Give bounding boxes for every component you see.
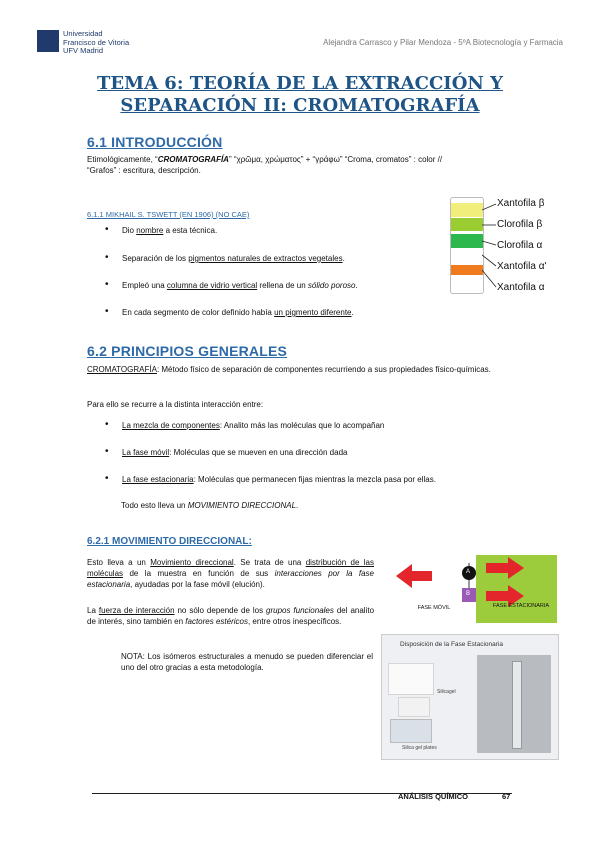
movement-figure [386, 555, 557, 623]
chromatography-column-figure [450, 197, 484, 294]
paragraph-movement: Esto lleva a un Movimiento direccional. Se trata de una distribución de las moléculas de la muestra en función de sus interacciones por la fase estacionaria, ayudadas por la fase móvil (elución). [87, 558, 374, 589]
section-heading-6-1: 6.1 INTRODUCCIÓN [87, 134, 223, 150]
plates-label: Silica gel plates [402, 745, 437, 751]
header-authors: Alejandra Carrasco y Pilar Mendoza - 5ºA Biotecnología y Farmacia [323, 38, 563, 47]
label-xantofila-alpha-prime: Xantofila α' [497, 261, 547, 272]
bullet-item: • La fase móvil: Moléculas que se mueven en una dirección dada [105, 446, 348, 457]
section-heading-6-2: 6.2 PRINCIPIOS GENERALES [87, 343, 288, 359]
glass-column [512, 661, 522, 749]
bullet-item: • La fase estacionaria: Moléculas que permanecen fijas mientras la mezcla pasa por ellas. [105, 473, 436, 484]
plates-image [390, 719, 432, 743]
figure-title: Disposición de la Fase Estacionaria [400, 641, 503, 648]
summary-text: Todo esto lleva un MOVIMIENTO DIRECCIONAL. [121, 501, 299, 510]
powder-box-small-image [398, 697, 430, 717]
bullet-item: • Empleó una columna de vidrio vertical rellena de un sólido poroso. [105, 279, 358, 290]
etymology-text: Etimológicamente, “CROMATOGRAFÍA” “χρῶμα, χρώματος” + “γράφω” “Croma, cromatos” : color // “Grafos” : escritura, descripción. [87, 155, 443, 175]
bullet-item: • Separación de los pigmentos naturales de extractos vegetales. [105, 252, 345, 263]
band-clorofila-alpha [451, 234, 483, 248]
powder-box-image [388, 663, 434, 695]
university-logo [37, 30, 137, 56]
page-number: 67 [502, 792, 511, 801]
bullet-item: • Dio nombre a esta técnica. [105, 224, 218, 235]
label-xantofila-alpha: Xantofila α [497, 282, 545, 293]
logo-text: Universidad Francisco de Vitoria UFV Madrid [63, 29, 130, 55]
bullet-item: • En cada segmento de color definido había un pigmento diferente. [105, 306, 354, 317]
mobile-phase-label: FASE MÓVIL [417, 605, 451, 611]
label-clorofila-beta: Clorofila β [497, 219, 543, 230]
footer-label: ANÁLISIS QUÍMICO [398, 792, 469, 801]
label-xantofila-beta: Xantofila β [497, 198, 545, 209]
page-title: TEMA 6: TEORÍA DE LA EXTRACCIÓN Y SEPARACIÓN II: CROMATOGRAFÍA [97, 73, 503, 116]
bullet-item: • La mezcla de componentes: Analito más las moléculas que lo acompañan [105, 419, 385, 430]
logo-emblem-icon [37, 30, 59, 52]
note-text: NOTA: Los isómeros estructurales a menudo se pueden diferenciar el uno del otro gracias a esta metodología. [121, 652, 373, 672]
silicagel-label: Silicagel [437, 689, 456, 695]
paragraph-interaction: La fuerza de interacción no sólo depende de los grupos funcionales del analito de interés, sino también en factores estéricos, entre otros inespecíficos. [87, 606, 375, 626]
molecule-a-label: A [466, 569, 471, 575]
label-clorofila-alpha: Clorofila α [497, 240, 543, 251]
band-blank [451, 250, 483, 264]
left-arrow-icon [396, 564, 432, 588]
intro-text: Para ello se recurre a la distinta interacción entre: [87, 400, 264, 409]
band-xantofila-alpha-prime [451, 265, 483, 275]
movement-diagram [386, 555, 557, 623]
stationary-phase-figure [381, 634, 559, 760]
band-clorofila-beta [451, 218, 483, 231]
band-xantofila-beta [451, 203, 483, 217]
stationary-phase-label: FASE ESTACIONARIA [492, 603, 550, 609]
section-heading-6-2-1: 6.2.1 MOVIMIENTO DIRECCIONAL: [87, 536, 252, 547]
definition-text: CROMATOGRAFÍA: Método físico de separación de componentes recurriendo a sus propiedades físico-químicas. [87, 365, 491, 374]
subsection-tswett: 6.1.1 MIKHAIL S. TSWETT (EN 1906) (NO CAE) [87, 210, 250, 219]
molecule-b-label: B [466, 591, 471, 597]
